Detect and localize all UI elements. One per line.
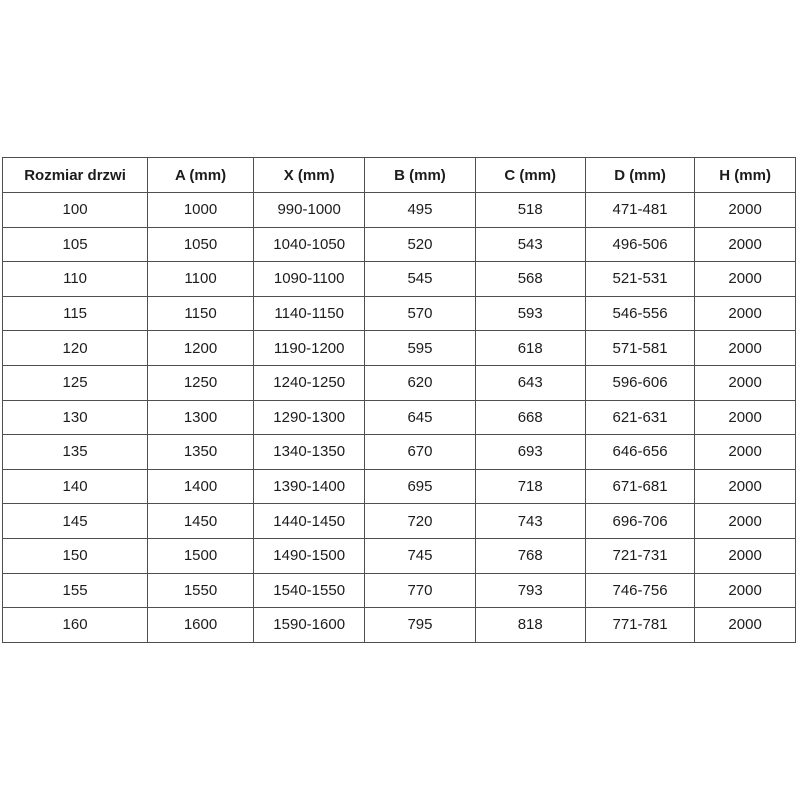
table-cell: 1150 xyxy=(148,296,254,331)
table-cell: 570 xyxy=(365,296,475,331)
table-cell: 771-781 xyxy=(585,608,694,643)
column-header-h-mm: H (mm) xyxy=(695,158,796,193)
table-row xyxy=(3,296,796,331)
table-cell: 2000 xyxy=(695,227,796,262)
table-cell: 145 xyxy=(3,504,148,539)
table-cell: 543 xyxy=(475,227,585,262)
table-cell: 496-506 xyxy=(585,227,694,262)
column-header-b-mm: B (mm) xyxy=(365,158,475,193)
table-cell: 743 xyxy=(475,504,585,539)
table-cell: 1500 xyxy=(148,538,254,573)
table-row xyxy=(3,538,796,573)
table-cell: 593 xyxy=(475,296,585,331)
table-cell: 135 xyxy=(3,435,148,470)
table-cell: 595 xyxy=(365,331,475,366)
table-cell: 2000 xyxy=(695,400,796,435)
table-row xyxy=(3,504,796,539)
table-cell: 2000 xyxy=(695,262,796,297)
table-cell: 596-606 xyxy=(585,365,694,400)
table-row xyxy=(3,262,796,297)
table-cell: 1200 xyxy=(148,331,254,366)
table-cell: 2000 xyxy=(695,296,796,331)
table-cell: 521-531 xyxy=(585,262,694,297)
table-cell: 471-481 xyxy=(585,193,694,228)
table-cell: 2000 xyxy=(695,331,796,366)
table-cell: 100 xyxy=(3,193,148,228)
table-cell: 768 xyxy=(475,538,585,573)
column-header-a-mm: A (mm) xyxy=(148,158,254,193)
table-cell: 1290-1300 xyxy=(253,400,364,435)
table-cell: 518 xyxy=(475,193,585,228)
table-cell: 793 xyxy=(475,573,585,608)
table-cell: 745 xyxy=(365,538,475,573)
table-cell: 720 xyxy=(365,504,475,539)
column-header-x-mm: X (mm) xyxy=(253,158,364,193)
table-cell: 693 xyxy=(475,435,585,470)
table-cell: 1240-1250 xyxy=(253,365,364,400)
table-cell: 1540-1550 xyxy=(253,573,364,608)
table-cell: 670 xyxy=(365,435,475,470)
table-cell: 571-581 xyxy=(585,331,694,366)
table-cell: 140 xyxy=(3,469,148,504)
table-row xyxy=(3,365,796,400)
table-row xyxy=(3,227,796,262)
table-row xyxy=(3,573,796,608)
table-cell: 150 xyxy=(3,538,148,573)
table-cell: 115 xyxy=(3,296,148,331)
table-cell: 643 xyxy=(475,365,585,400)
table-cell: 2000 xyxy=(695,608,796,643)
table-cell: 2000 xyxy=(695,504,796,539)
table-cell: 671-681 xyxy=(585,469,694,504)
table-cell: 155 xyxy=(3,573,148,608)
table-cell: 520 xyxy=(365,227,475,262)
table-row xyxy=(3,400,796,435)
table-cell: 545 xyxy=(365,262,475,297)
table-cell: 1590-1600 xyxy=(253,608,364,643)
table-cell: 1490-1500 xyxy=(253,538,364,573)
table-cell: 2000 xyxy=(695,469,796,504)
table-cell: 718 xyxy=(475,469,585,504)
table-cell: 1340-1350 xyxy=(253,435,364,470)
table-cell: 646-656 xyxy=(585,435,694,470)
table-cell: 1550 xyxy=(148,573,254,608)
table-row xyxy=(3,469,796,504)
door-size-spec-table xyxy=(2,157,796,643)
table-cell: 795 xyxy=(365,608,475,643)
table-cell: 1090-1100 xyxy=(253,262,364,297)
table-cell: 546-556 xyxy=(585,296,694,331)
table-cell: 2000 xyxy=(695,365,796,400)
table-row xyxy=(3,435,796,470)
table-row xyxy=(3,193,796,228)
table-cell: 721-731 xyxy=(585,538,694,573)
table-row xyxy=(3,608,796,643)
table-cell: 1440-1450 xyxy=(253,504,364,539)
table-cell: 1250 xyxy=(148,365,254,400)
table-cell: 2000 xyxy=(695,573,796,608)
table-cell: 1350 xyxy=(148,435,254,470)
table-header-row xyxy=(3,158,796,193)
table-cell: 2000 xyxy=(695,538,796,573)
table-cell: 770 xyxy=(365,573,475,608)
table-cell: 1600 xyxy=(148,608,254,643)
table-cell: 645 xyxy=(365,400,475,435)
table-cell: 160 xyxy=(3,608,148,643)
table-cell: 696-706 xyxy=(585,504,694,539)
column-header-c-mm: C (mm) xyxy=(475,158,585,193)
table-cell: 620 xyxy=(365,365,475,400)
table-cell: 695 xyxy=(365,469,475,504)
table-body xyxy=(3,193,796,643)
table-cell: 1300 xyxy=(148,400,254,435)
column-header-d-mm: D (mm) xyxy=(585,158,694,193)
table-cell: 621-631 xyxy=(585,400,694,435)
table-cell: 1100 xyxy=(148,262,254,297)
table-row xyxy=(3,331,796,366)
table-cell: 1390-1400 xyxy=(253,469,364,504)
table-cell: 495 xyxy=(365,193,475,228)
table-cell: 1040-1050 xyxy=(253,227,364,262)
table-cell: 2000 xyxy=(695,193,796,228)
table-cell: 130 xyxy=(3,400,148,435)
table-cell: 2000 xyxy=(695,435,796,470)
table-cell: 818 xyxy=(475,608,585,643)
table-cell: 125 xyxy=(3,365,148,400)
table-cell: 1000 xyxy=(148,193,254,228)
table-cell: 1400 xyxy=(148,469,254,504)
table-cell: 120 xyxy=(3,331,148,366)
table-cell: 990-1000 xyxy=(253,193,364,228)
table-cell: 105 xyxy=(3,227,148,262)
table-cell: 110 xyxy=(3,262,148,297)
door-size-table-container xyxy=(2,157,796,643)
table-cell: 1450 xyxy=(148,504,254,539)
table-cell: 1140-1150 xyxy=(253,296,364,331)
table-cell: 746-756 xyxy=(585,573,694,608)
table-cell: 1050 xyxy=(148,227,254,262)
table-cell: 618 xyxy=(475,331,585,366)
table-cell: 568 xyxy=(475,262,585,297)
column-header-rozmiar-drzwi: Rozmiar drzwi xyxy=(3,158,148,193)
table-cell: 668 xyxy=(475,400,585,435)
table-cell: 1190-1200 xyxy=(253,331,364,366)
